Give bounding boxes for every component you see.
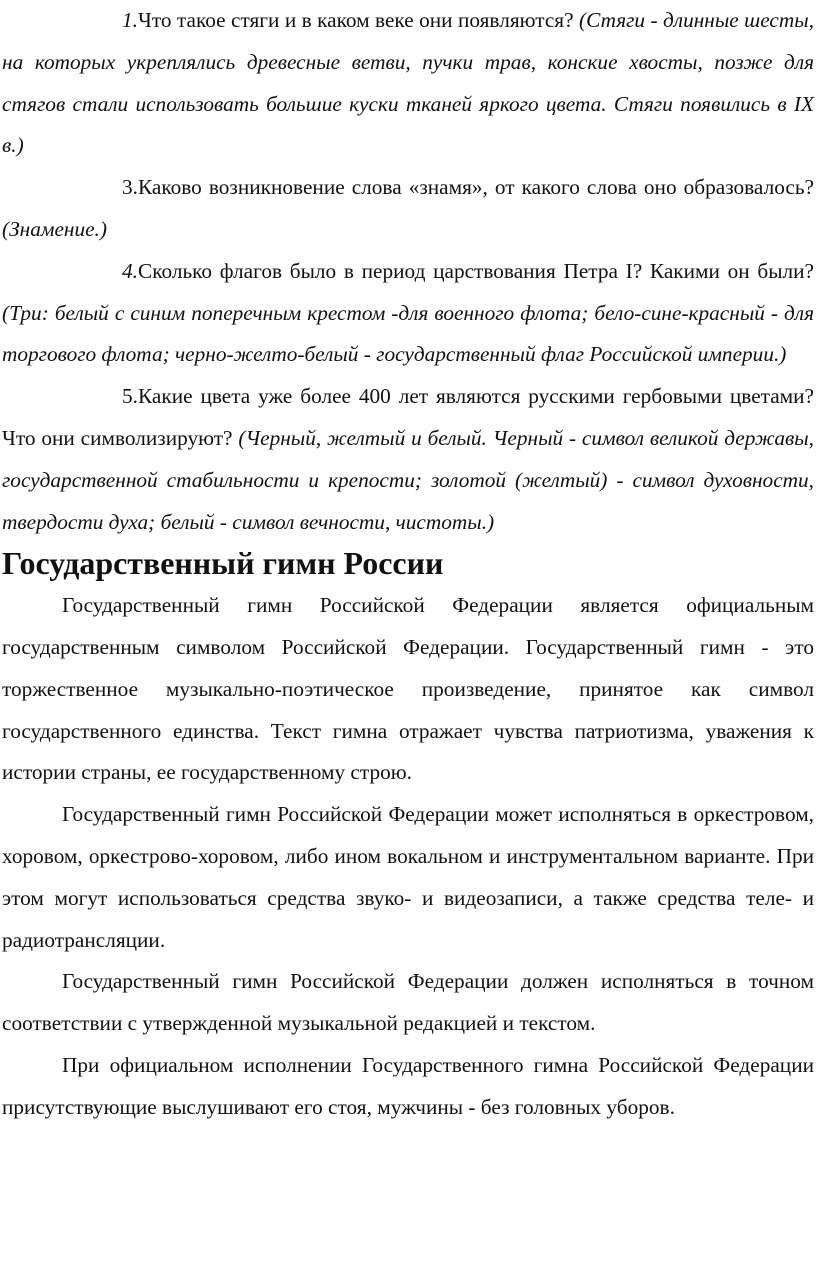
question-text: Каково возникновение слова «знамя», от какого слова оно образовалось? bbox=[137, 175, 814, 200]
question-text: Сколько флагов было в период царствования Петра I? Какими он были? bbox=[137, 258, 814, 283]
question-text: Какие цвета уже более 400 лет являются русскими гербовыми цветами? Что они символизируют? bbox=[2, 384, 814, 450]
question-text: Что такое стяги и в каком веке они появляются? bbox=[137, 8, 574, 32]
question-answer: (Черный, желтый и белый. Черный - символ великой державы, государственной стабильности и крепости; золотой (желтый) - символ духовности, твердости духа; белый - символ вечности, чистоты.) bbox=[2, 425, 814, 534]
body-paragraph-4: При официальном исполнении Государственного гимна Российской Федерации присутствующие выслушивают его стоя, мужчины - без головных уборов. bbox=[2, 1052, 814, 1119]
body-paragraph-2: Государственный гимн Российской Федерации может исполняться в оркестровом, хоровом, оркестрово-хоровом, либо ином вокальном и инструментальном варианте. При этом могут использоваться средства звуко- и видеозаписи, а также средства теле- и радиотрансляции. bbox=[2, 802, 814, 952]
question-number: 3. bbox=[122, 175, 138, 200]
section-heading: Государственный гимн России bbox=[2, 546, 444, 582]
question-number: 5. bbox=[122, 384, 138, 409]
question-answer: (Знамение.) bbox=[2, 216, 107, 241]
question-item-3 bbox=[2, 167, 814, 251]
question-item-4 bbox=[2, 251, 814, 376]
question-number: 1. bbox=[122, 8, 138, 32]
question-answer: (Три: белый с синим поперечным крестом -для военного флота; бело-сине-красный - для торгового флота; черно-желто-белый - государственный флаг Российской империи.) bbox=[2, 300, 814, 367]
body-paragraph-1: Государственный гимн Российской Федерации является официальным государственным символом Российской Федерации. Государственный гимн - это торжественное музыкально-поэтическое произведение, принятое как символ государственного единства. Текст гимна отражает чувства патриотизма, уважения к истории страны, ее государственному строю. bbox=[2, 593, 814, 785]
question-item-1 bbox=[2, 0, 814, 167]
question-number: 4. bbox=[122, 258, 138, 283]
body-paragraph-3: Государственный гимн Российской Федерации должен исполняться в точном соответствии с утвержденной музыкальной редакцией и текстом. bbox=[2, 969, 814, 1036]
question-item-5 bbox=[2, 376, 814, 543]
question-answer: (Стяги - длинные шесты, на которых укреплялись древесные ветви, пучки трав, конские хвосты, позже для стягов стали использовать большие куски тканей яркого цвета. Стяги появились в IX в.) bbox=[2, 8, 815, 158]
